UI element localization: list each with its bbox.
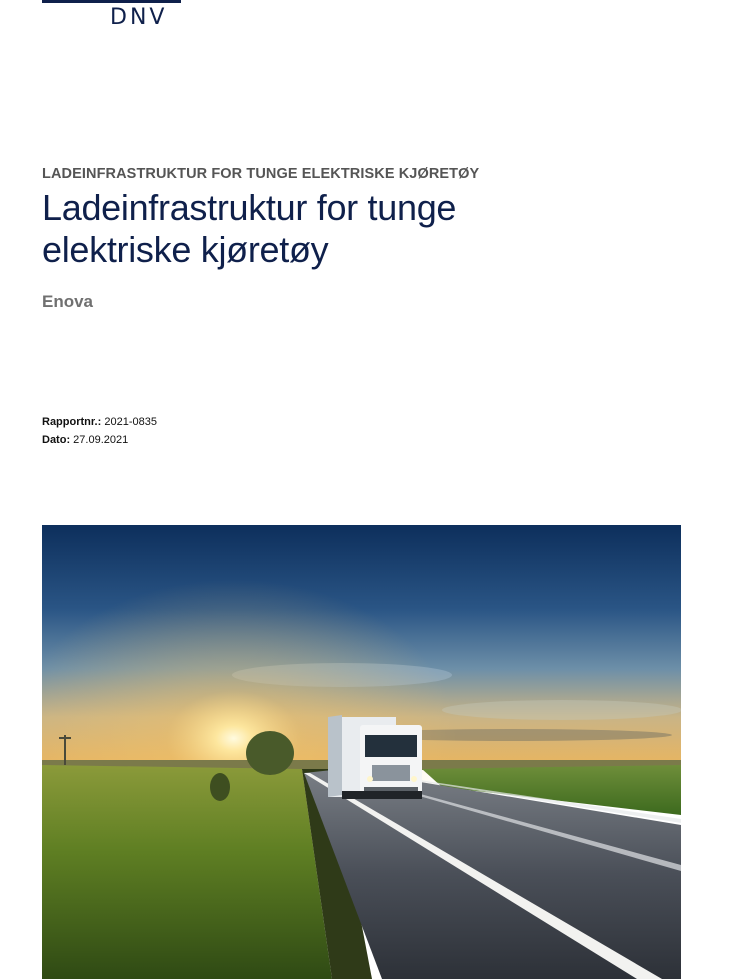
client-name: Enova xyxy=(42,292,94,311)
truck-windshield xyxy=(365,735,417,757)
left-field xyxy=(42,765,332,979)
date-label: Dato: xyxy=(42,434,71,446)
report-number-row xyxy=(42,413,157,431)
report-kicker: LADEINFRASTRUKTUR FOR TUNGE ELEKTRISKE KJØRETØY xyxy=(42,166,480,182)
report-title-line-1: Ladeinfrastruktur for tunge xyxy=(42,187,457,228)
logo-text: DNV xyxy=(110,5,168,30)
date-value: 27.09.2021 xyxy=(73,434,129,446)
report-number-label: Rapportnr.: xyxy=(42,416,102,428)
truck-trailer-side xyxy=(328,715,342,797)
truck-wheels xyxy=(342,791,422,799)
date-row xyxy=(42,431,157,449)
logo-bar xyxy=(42,0,181,3)
report-title xyxy=(42,187,682,271)
report-meta xyxy=(42,413,157,449)
truck-headlight-left xyxy=(367,776,373,782)
truck-headlight-right xyxy=(411,776,417,782)
truck xyxy=(328,715,422,799)
cover-image xyxy=(42,525,681,979)
report-title-line-2: elektriske kjøretøy xyxy=(42,229,329,270)
report-number-value: 2021-0835 xyxy=(104,416,157,428)
truck-grille xyxy=(372,765,410,781)
